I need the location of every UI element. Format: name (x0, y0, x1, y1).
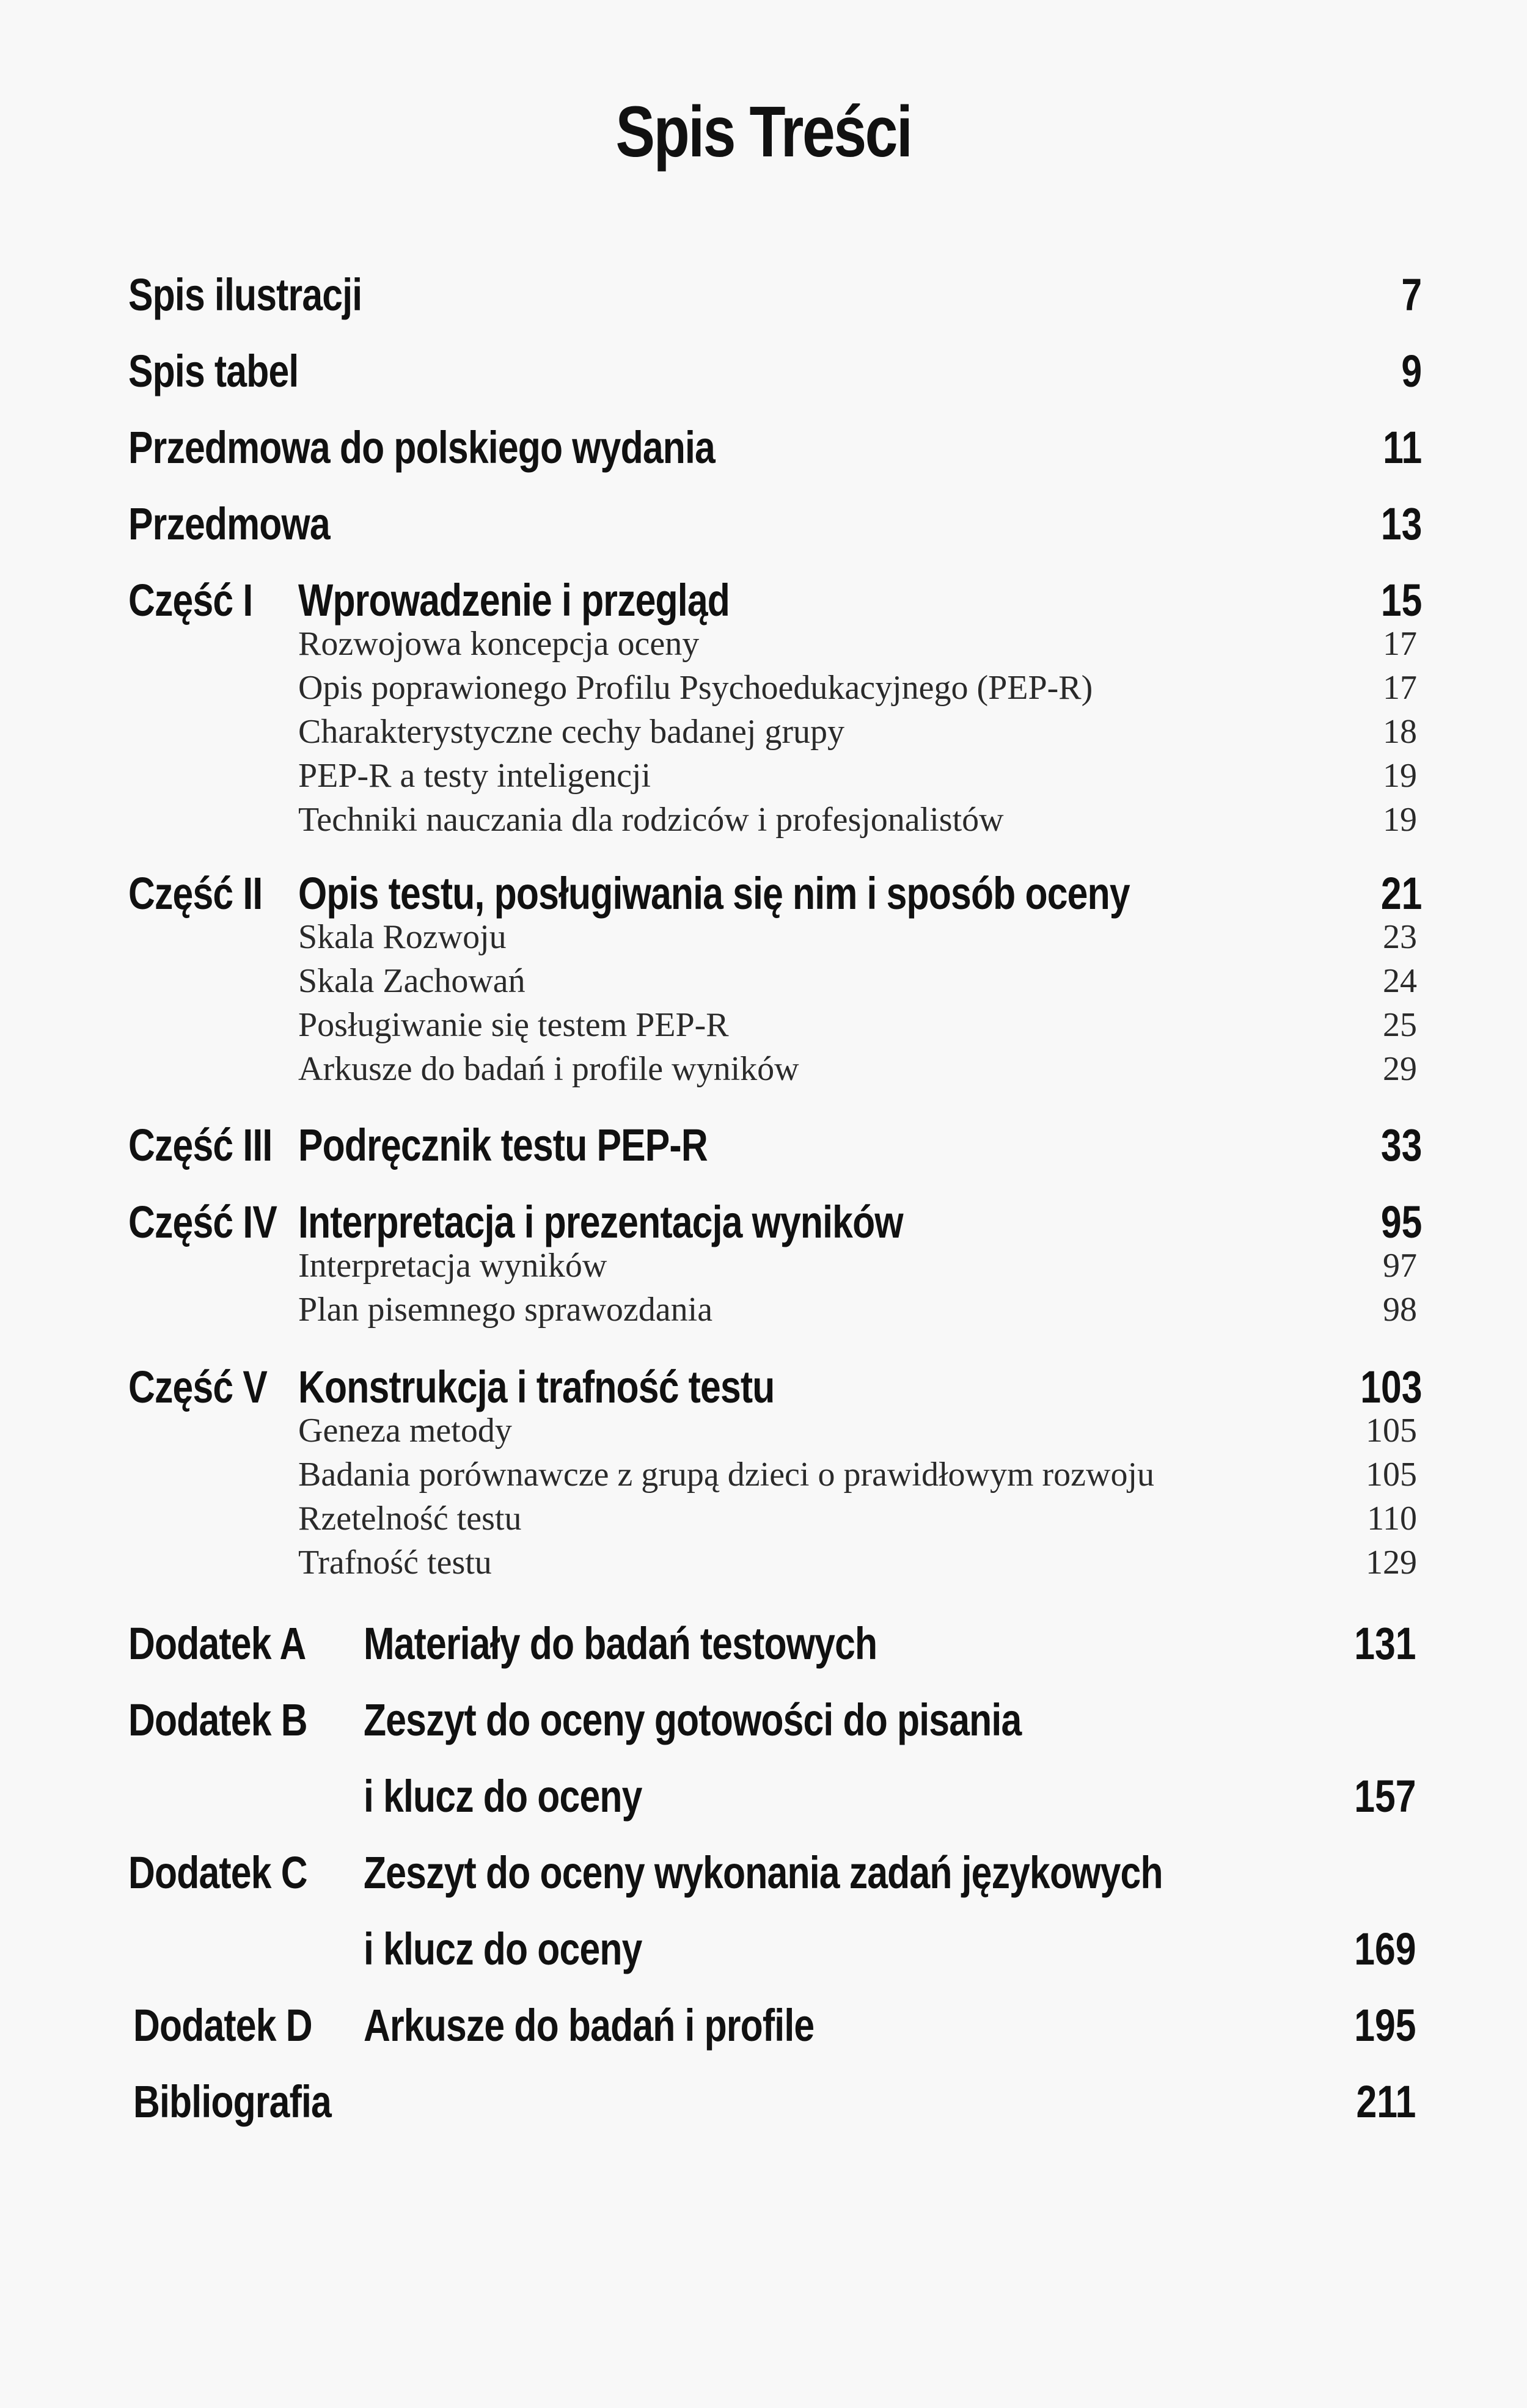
appendix-title-continued: i klucz do oceny (364, 1924, 642, 1974)
part-title: Interpretacja i prezentacja wyników (298, 1197, 903, 1247)
part-label: Część IV (128, 1197, 277, 1247)
appendix-label: Dodatek C (128, 1847, 307, 1898)
subsection-page: 97 (1383, 1247, 1417, 1285)
subsection-page: 24 (1383, 962, 1417, 1000)
subsection-label: Trafność testu (298, 1544, 492, 1582)
subsection-page: 110 (1367, 1500, 1417, 1538)
page-title: Spis Treści (615, 92, 912, 172)
subsection-label: Plan pisemnego sprawozdania (298, 1291, 713, 1329)
appendix-label: Dodatek B (128, 1695, 307, 1745)
subsection-label: Geneza metody (298, 1412, 512, 1450)
toc-entry-label: Spis ilustracji (128, 269, 362, 320)
part-label: Część V (128, 1362, 267, 1412)
toc-entry-label: Przedmowa (128, 498, 330, 549)
subsection-page: 23 (1383, 918, 1417, 956)
subsection-page: 98 (1383, 1291, 1417, 1329)
appendix-label: Dodatek A (128, 1618, 306, 1669)
bibliography-label: Bibliografia (133, 2076, 331, 2127)
subsection-page: 29 (1383, 1050, 1417, 1088)
toc-entry-label: Przedmowa do polskiego wydania (128, 422, 715, 473)
subsection-label: Arkusze do badań i profile wyników (298, 1050, 799, 1088)
subsection-page: 17 (1383, 625, 1417, 663)
subsection-page: 17 (1383, 669, 1417, 707)
appendix-page: 169 (1353, 1924, 1416, 1974)
bibliography-page: 211 (1356, 2076, 1416, 2127)
subsection-label: Charakterystyczne cechy badanej grupy (298, 713, 845, 751)
subsection-page: 25 (1383, 1006, 1417, 1044)
appendix-title: Zeszyt do oceny wykonania zadań językowych (364, 1847, 1163, 1898)
subsection-label: PEP-R a testy inteligencji (298, 757, 651, 795)
part-page: 21 (1380, 868, 1422, 919)
part-label: Część I (128, 575, 253, 626)
part-title: Podręcznik testu PEP-R (298, 1120, 708, 1170)
subsection-label: Skala Rozwoju (298, 918, 507, 956)
subsection-label: Rzetelność testu (298, 1500, 522, 1538)
part-page: 95 (1380, 1197, 1422, 1247)
subsection-page: 129 (1366, 1544, 1417, 1582)
appendix-page: 131 (1353, 1618, 1416, 1669)
subsection-page: 105 (1366, 1412, 1417, 1450)
appendix-label: Dodatek D (133, 2000, 312, 2051)
part-page: 15 (1380, 575, 1422, 626)
appendix-page: 195 (1353, 2000, 1416, 2051)
subsection-label: Posługiwanie się testem PEP-R (298, 1006, 729, 1044)
subsection-page: 19 (1383, 757, 1417, 795)
appendix-title: Zeszyt do oceny gotowości do pisania (364, 1695, 1022, 1745)
subsection-label: Opis poprawionego Profilu Psychoedukacyjnego (PEP-R) (298, 669, 1093, 707)
subsection-label: Rozwojowa koncepcja oceny (298, 625, 700, 663)
part-label: Część III (128, 1120, 273, 1170)
subsection-page: 105 (1366, 1456, 1417, 1494)
appendix-title: Arkusze do badań i profile (364, 2000, 815, 2051)
toc-entry-label: Spis tabel (128, 346, 299, 396)
subsection-page: 19 (1383, 801, 1417, 839)
subsection-label: Interpretacja wyników (298, 1247, 607, 1285)
toc-entry-page: 11 (1382, 422, 1422, 473)
part-page: 33 (1380, 1120, 1422, 1170)
subsection-label: Skala Zachowań (298, 962, 525, 1000)
part-label: Część II (128, 868, 263, 919)
subsection-page: 18 (1383, 713, 1417, 751)
subsection-label: Techniki nauczania dla rodziców i profesjonalistów (298, 801, 1004, 839)
subsection-label: Badania porównawcze z grupą dzieci o prawidłowym rozwoju (298, 1456, 1155, 1494)
toc-entry-page: 13 (1380, 498, 1422, 549)
part-title: Opis testu, posługiwania się nim i sposób oceny (298, 868, 1130, 919)
appendix-page: 157 (1353, 1771, 1416, 1822)
toc-entry-page: 9 (1401, 346, 1422, 396)
part-page: 103 (1360, 1362, 1422, 1412)
part-title: Wprowadzenie i przegląd (298, 575, 730, 626)
appendix-title-continued: i klucz do oceny (364, 1771, 642, 1822)
part-title: Konstrukcja i trafność testu (298, 1362, 775, 1412)
appendix-title: Materiały do badań testowych (364, 1618, 877, 1669)
toc-entry-page: 7 (1401, 269, 1422, 320)
